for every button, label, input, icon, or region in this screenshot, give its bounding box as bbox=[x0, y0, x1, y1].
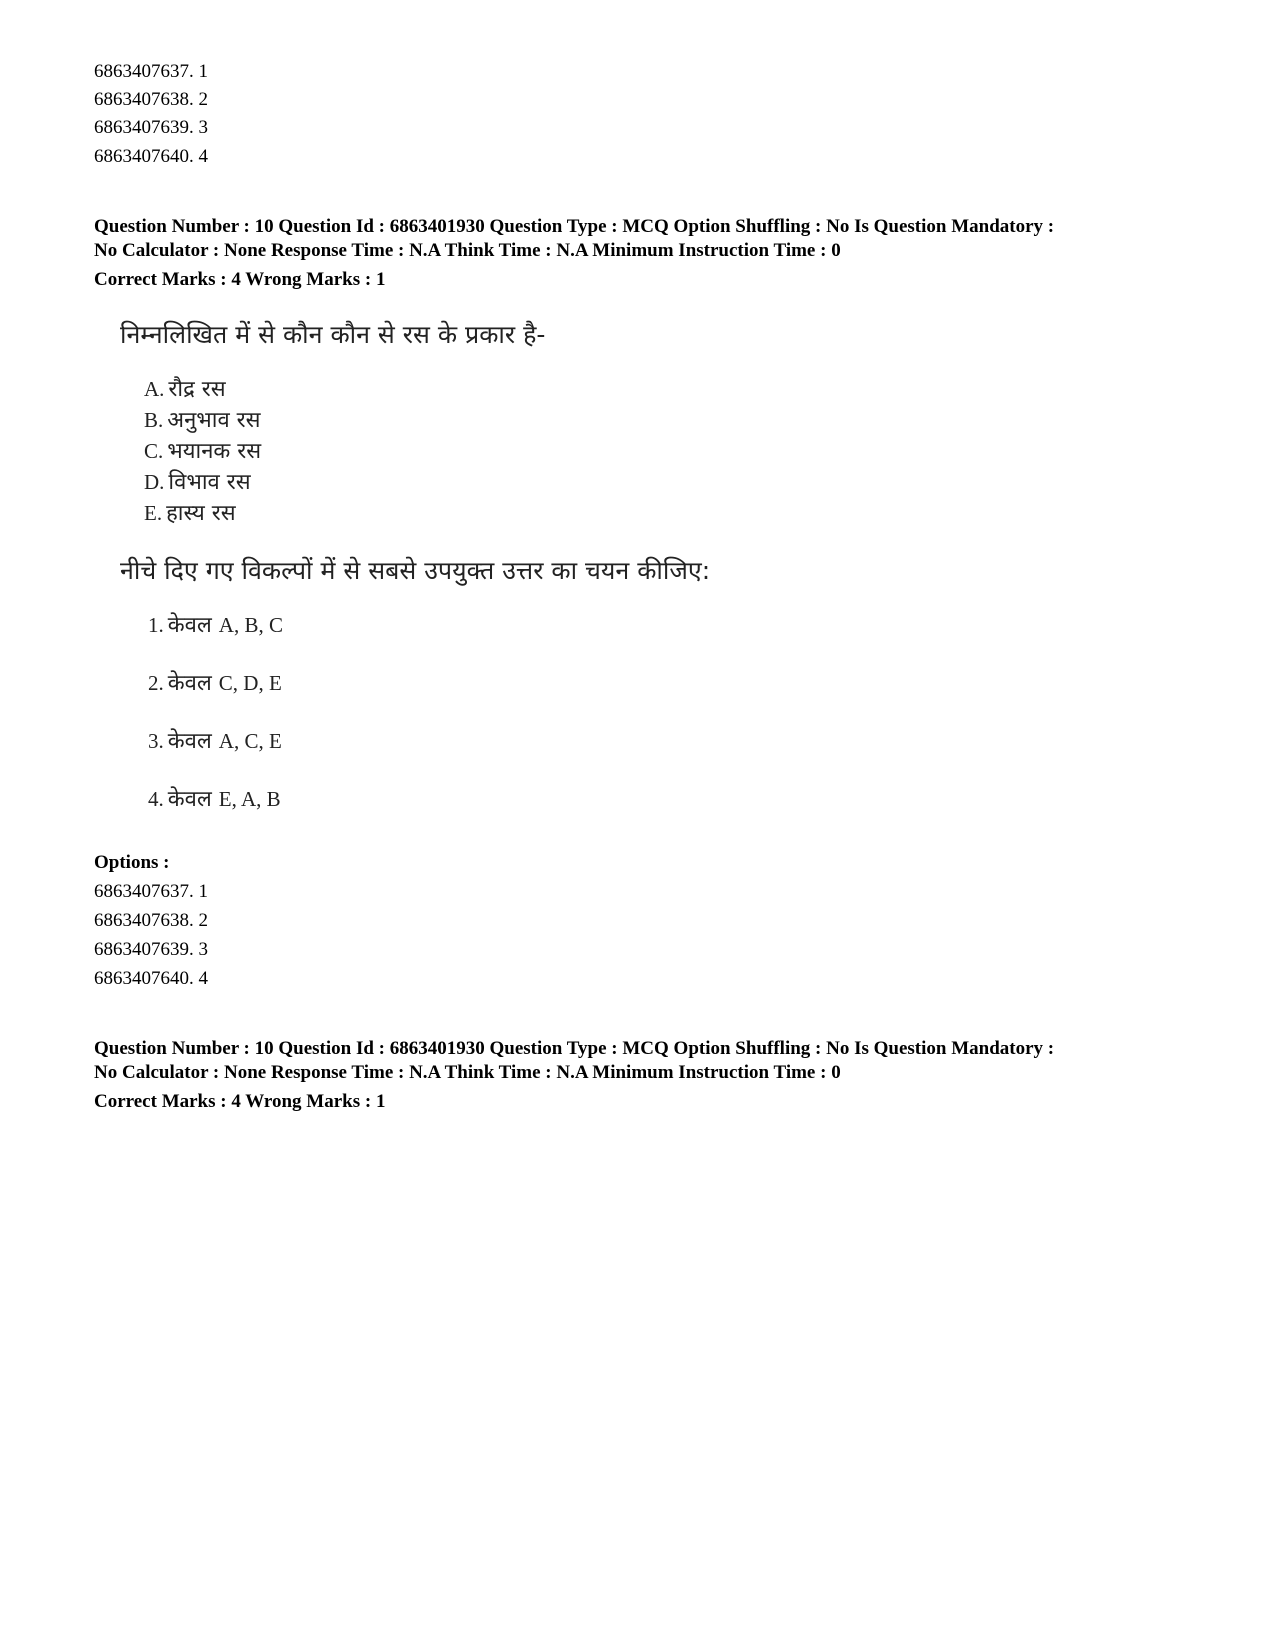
statement-tag: B. bbox=[144, 408, 164, 432]
option-line: 6863407640. 4 bbox=[94, 968, 208, 989]
statement-text: भयानक रस bbox=[167, 439, 262, 464]
question-instruction: नीचे दिए गए विकल्पों में से सबसे उपयुक्त उत्तर का चयन कीजिए: bbox=[120, 556, 711, 585]
statement-item bbox=[144, 376, 226, 403]
option-line: 6863407639. 3 bbox=[94, 939, 208, 960]
choice-letters: E, A, B bbox=[218, 787, 281, 811]
statement-tag: E. bbox=[144, 501, 163, 525]
choice-word: केवल bbox=[167, 787, 212, 812]
choice-word: केवल bbox=[167, 613, 212, 638]
question-marks: Correct Marks : 4 Wrong Marks : 1 bbox=[94, 1091, 386, 1112]
choice-letters: A, B, C bbox=[218, 613, 283, 637]
choice-tag: 1. bbox=[148, 613, 164, 637]
answer-choice bbox=[148, 728, 282, 755]
option-line: 6863407640. 4 bbox=[94, 146, 208, 167]
statement-text: हास्य रस bbox=[166, 501, 236, 526]
choice-letters: A, C, E bbox=[218, 729, 282, 753]
statement-tag: D. bbox=[144, 470, 165, 494]
answer-choice bbox=[148, 786, 281, 813]
choice-tag: 4. bbox=[148, 787, 164, 811]
option-line: 6863407639. 3 bbox=[94, 117, 208, 138]
statement-text: विभाव रस bbox=[168, 470, 251, 495]
option-line: 6863407637. 1 bbox=[94, 61, 208, 82]
question-header-line2: No Calculator : None Response Time : N.A Think Time : N.A Minimum Instruction Time : 0 bbox=[94, 240, 841, 261]
choice-word: केवल bbox=[167, 671, 212, 696]
options-label: Options : bbox=[94, 852, 170, 873]
statement-tag: C. bbox=[144, 439, 164, 463]
choice-tag: 3. bbox=[148, 729, 164, 753]
choice-word: केवल bbox=[167, 729, 212, 754]
statement-item bbox=[144, 500, 236, 527]
statement-item bbox=[144, 469, 251, 496]
statement-text: अनुभाव रस bbox=[167, 408, 261, 433]
answer-choice bbox=[148, 612, 283, 639]
choice-tag: 2. bbox=[148, 671, 164, 695]
statement-item bbox=[144, 407, 261, 434]
answer-choice bbox=[148, 670, 282, 697]
option-line: 6863407638. 2 bbox=[94, 910, 208, 931]
option-line: 6863407637. 1 bbox=[94, 881, 208, 902]
question-stem: निम्नलिखित में से कौन कौन से रस के प्रकार है- bbox=[120, 320, 546, 349]
option-line: 6863407638. 2 bbox=[94, 89, 208, 110]
statement-tag: A. bbox=[144, 377, 165, 401]
question-header-line2: No Calculator : None Response Time : N.A Think Time : N.A Minimum Instruction Time : 0 bbox=[94, 1062, 841, 1083]
question-header-line1: Question Number : 10 Question Id : 6863401930 Question Type : MCQ Option Shuffling : No Is Question Mandatory : bbox=[94, 1038, 1055, 1059]
choice-letters: C, D, E bbox=[218, 671, 282, 695]
question-header-line1: Question Number : 10 Question Id : 6863401930 Question Type : MCQ Option Shuffling : No Is Question Mandatory : bbox=[94, 216, 1055, 237]
question-marks: Correct Marks : 4 Wrong Marks : 1 bbox=[94, 269, 386, 290]
statement-item bbox=[144, 438, 261, 465]
statement-text: रौद्र रस bbox=[168, 377, 226, 402]
